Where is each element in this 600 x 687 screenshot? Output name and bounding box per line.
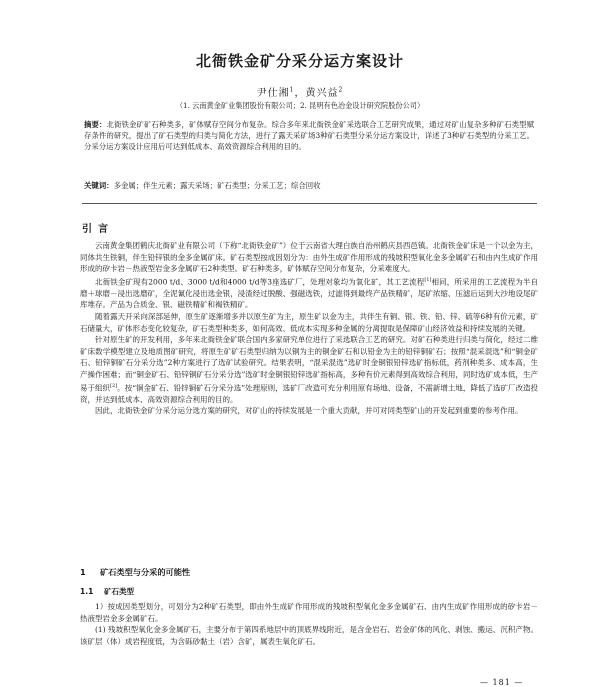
intro-body [80,240,538,417]
section-1-1-body [80,601,538,647]
affiliation: （1. 云南黄金矿业集团股份有限公司；2. 昆明有色冶金设计研究院股份公司） [175,101,425,110]
citation: [2] [110,382,118,389]
section-title: 矿石类型与分采的可能性 [100,567,191,577]
section-heading-1-1 [80,586,134,597]
abstract-label: 摘要： [84,120,107,129]
page-number: — 181 — [480,678,524,687]
intro-paragraph: 因此，北衙铁金矿分采分运分选方案的研究，对矿山的持续发展是一个重大贡献，并可对同类型矿山的开发起到重要的参考作用。 [95,406,523,416]
body-paragraph: (1) 残坡积型氧化金多金属矿石，主要分布于第四系地层中的顶底界线附近，是含金岩石、岩金矿体的风化、剥蚀、搬运、沉积产物。该矿层（体）成岩程度低，为含砾砂黏土（岩）含矿，属表生氧化矿石。 [80,625,538,646]
divider [82,203,537,204]
author-name: 黄兴益 [305,88,339,99]
text-run: 北衙铁金矿现有2000 t/d、3000 t/d和4000 t/d等3座选矿厂，处理对象均为氧化矿，其工艺流程 [95,277,425,287]
keywords-label: 关键词： [84,181,114,190]
keywords-text: 多金属；伴生元素；露天采场；矿石类型；分采工艺；综合回收 [113,181,321,190]
text-run: 。按“铜金矿石、铅锌铜矿石分采分选”处理原则，选矿厂改造可充分利用原有场地、设备，不需新增土地，降低了选矿厂改造投资，并达到低成本、高效资源综合利用的目的。 [80,383,539,404]
intro-paragraph: 随着露天开采向深部延伸，原生矿逐渐增多并以原生矿为主，原生矿以金为主，共伴生有铜、银、铁、铅、锌、硫等6种有价元素，矿石储量大，矿体形态变化较复杂，矿石类型种类多，如何高效、低成本实现多种金属的分离提取是保障矿山经济效益和持续发展的关键。 [80,312,538,333]
citation: [1] [424,276,432,283]
intro-paragraph [80,334,538,405]
author-separator: ， [294,88,306,99]
abstract-text: 北衙铁金矿矿石种类多，矿体赋存空间分布复杂。综合多年来北衙铁金矿采选联合工艺研究成果，通过对矿山复杂多种矿石类型赋存条件的研究，提出了矿石类型的归类与简化方法，进行了露天采矿场3种矿石类型分采分运方案设计，详述了3种矿石类型的分采工艺。分采分运方案设计应用后可达到低成本、高效资源综合利用的目的。 [84,120,534,152]
section-heading-1 [80,567,190,578]
section-heading-intro: 引言 [82,224,114,235]
section-number: 1 [80,567,86,577]
section-title: 矿石类型 [104,587,134,596]
section-number: 1.1 [80,587,94,596]
author-mark: 1 [289,86,295,94]
abstract [84,119,534,153]
text-run: 相同，所采用的工艺流程为半自磨＋球磨－浸出选磨矿，全泥氰化浸出选金银，浸渣经过脱酸、强磁选铁，过滤得到最终产品铁精矿，尾矿浓缩、压滤后运到大沙地设尾矿库堆存。产品为合质金、银、磁铁精矿和褐铁精矿。 [80,277,538,310]
keywords [84,180,534,191]
author-line [0,84,600,99]
paper-title: 北衙铁金矿分采分运方案设计 [195,52,404,70]
author-name: 尹仕湘 [256,88,290,99]
text-run: 针对原生矿的开发利用，多年来北衙铁金矿联合国内多家研究单位进行了采选联合工艺的研究。对矿石种类进行归类与简化，经过二维矿床数学模型建立及地质图矿研究，将原生矿矿石类型归纳为以铜为主的铜金矿石和以铅金为主的铅锌铜矿石；按照“混采混选”和“铜金矿石、铅锌铜矿石分采分选”2种方案进行了选矿试验研究。结果表明，“混采混选”选矿时金铜银铅锌选矿指标低，药剂种类多、成本高，生产操作困难；而“铜金矿石、铅锌铜矿石分采分选”选矿时金铜银铅锌选矿指标高，多种有价元素得到高效综合利用，同时选矿成本低，生产易于组织 [80,335,538,393]
intro-paragraph: 云南黄金集团鹤庆北衙矿业有限公司（下称“北衙铁金矿”）位于云南省大理白族自治州鹤庆县西邑镇。北衙铁金矿床是一个以金为主，同体共生铁铜，伴生铅锌银的金多金属矿床。矿石类型按成因划分为：由外生成矿作用形成的残坡积型氧化金多金属矿石和由内生成矿作用形成的矽卡岩－热液型岩金多金属矿石2种类型。矿石种类多，矿体赋存空间分布复杂，分采难度大。 [80,241,538,274]
author-mark: 2 [338,86,344,94]
intro-paragraph [80,275,538,311]
body-paragraph: 1）按成因类型划分，可划分为2种矿石类型，即由外生成矿作用形成的残坡积型氧化金多金属矿石、由内生成矿作用形成的矽卡岩－热液型岩金多金属矿石。 [80,602,538,623]
